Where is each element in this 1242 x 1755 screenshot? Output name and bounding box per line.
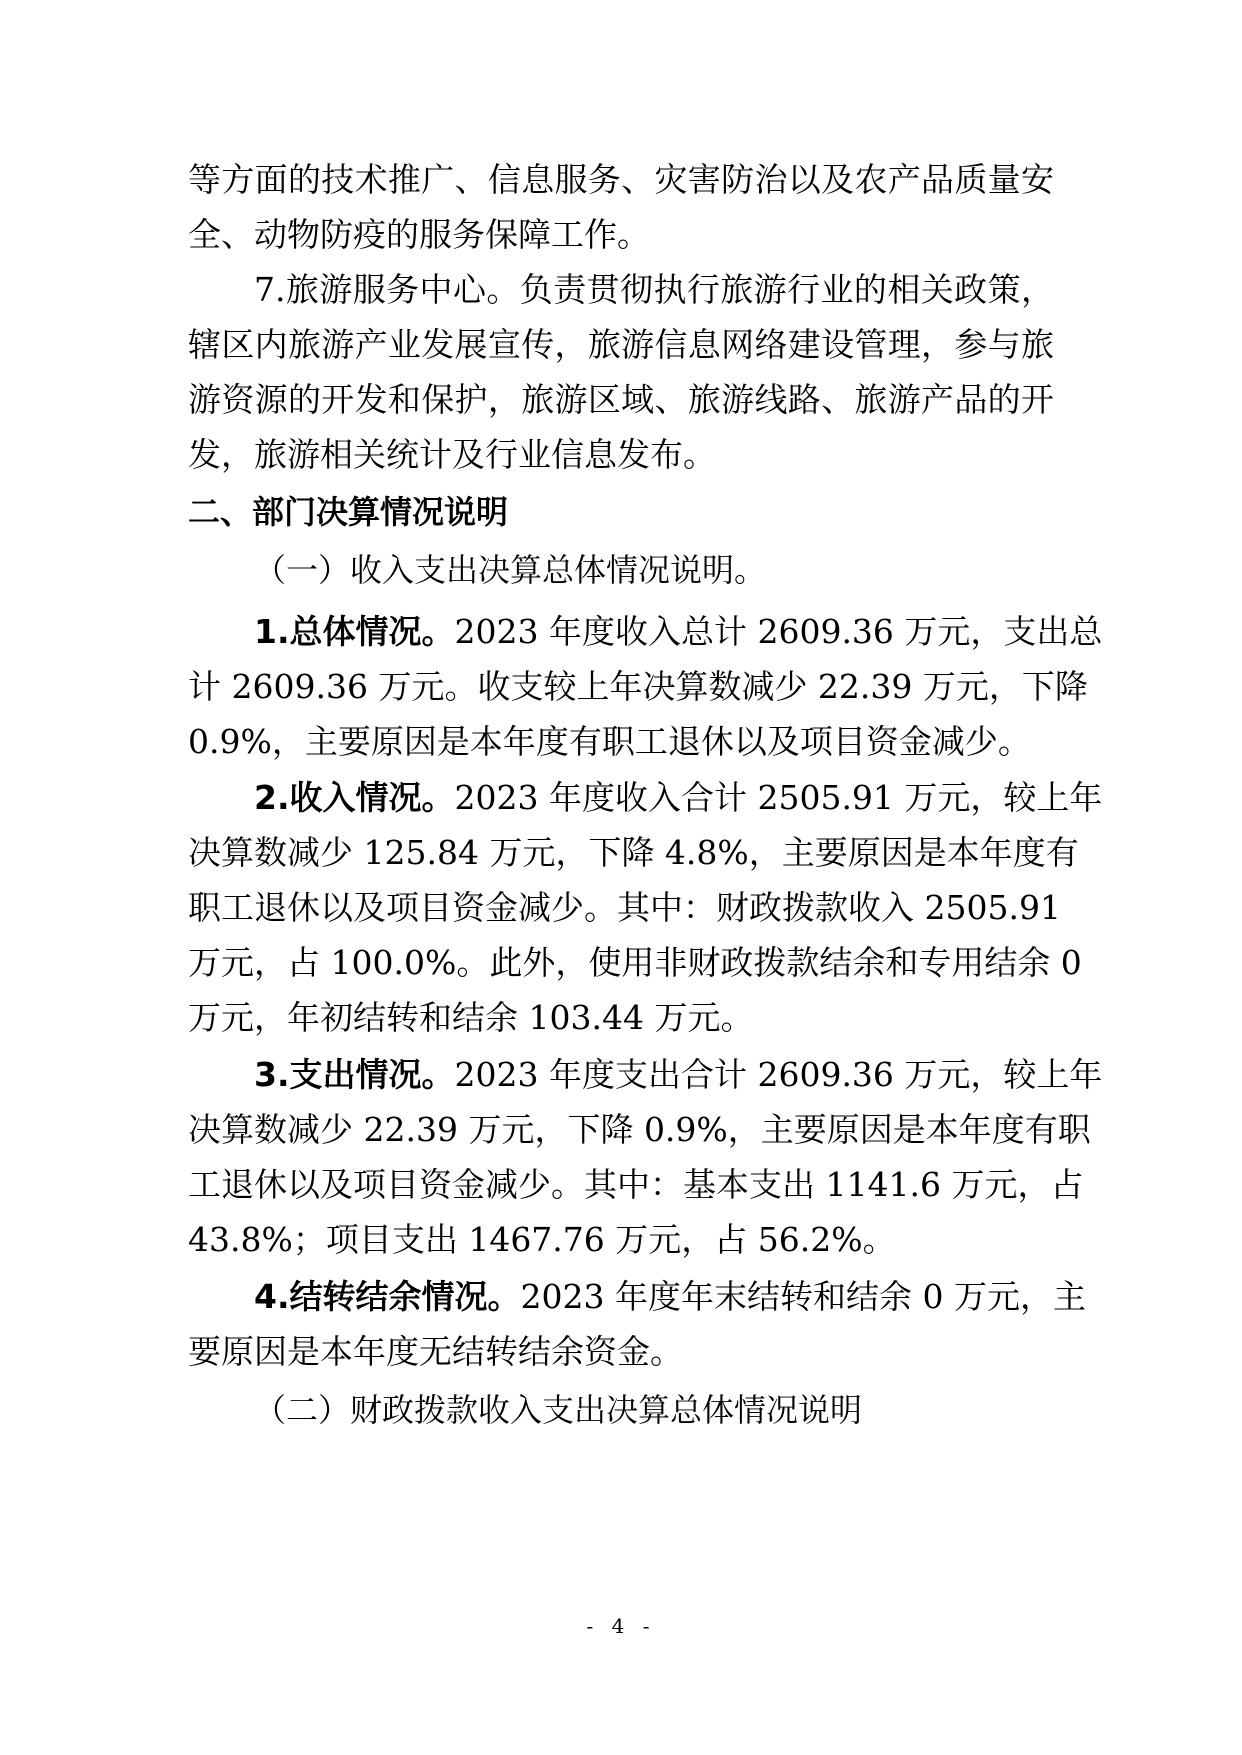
paragraph-label: 3.支出情况。 xyxy=(254,1055,455,1094)
paragraph-line: 决算数减少 125.84 万元，下降 4.8%，主要原因是本年度有 xyxy=(188,833,1079,872)
paragraph-line: 职工退休以及项目资金减少。其中：财政拨款收入 2505.91 xyxy=(188,888,1061,927)
section-heading: 二、部门决算情况说明 xyxy=(188,493,509,531)
subsection-heading: （二）财政拨款收入支出决算总体情况说明 xyxy=(254,1391,863,1429)
paragraph-line: 要原因是本年度无结转结余资金。 xyxy=(188,1332,683,1371)
paragraph-line: 决算数减少 22.39 万元，下降 0.9%，主要原因是本年度有职 xyxy=(188,1110,1091,1149)
paragraph-line: 万元，年初结转和结余 103.44 万元。 xyxy=(188,998,754,1037)
text-line: 辖区内旅游产业发展宣传，旅游信息网络建设管理，参与旅 xyxy=(188,325,1054,364)
text-line: 发，旅游相关统计及行业信息发布。 xyxy=(188,435,716,474)
text-line: 全、动物防疫的服务保障工作。 xyxy=(188,215,650,254)
paragraph-label: 4.结转结余情况。 xyxy=(254,1277,521,1316)
paragraph-text: 2023 年度收入总计 2609.36 万元，支出总 xyxy=(454,612,1103,651)
paragraph-line xyxy=(254,1053,1102,1097)
paragraph-text: 2023 年度收入合计 2505.91 万元，较上年 xyxy=(454,778,1103,817)
paragraph-text: 2023 年度年末结转和结余 0 万元，主 xyxy=(520,1277,1086,1316)
subsection-heading: （一）收入支出决算总体情况说明。 xyxy=(254,551,767,589)
page-number: - 4 - xyxy=(586,1614,656,1638)
text-line: 等方面的技术推广、信息服务、灾害防治以及农产品质量安 xyxy=(188,160,1054,199)
paragraph-line xyxy=(254,776,1102,820)
text-line: 游资源的开发和保护，旅游区域、旅游线路、旅游产品的开 xyxy=(188,380,1054,419)
text-line: 7.旅游服务中心。负责贯彻执行旅游行业的相关政策， xyxy=(254,270,1054,309)
paragraph-line xyxy=(254,1275,1086,1319)
paragraph-line: 计 2609.36 万元。收支较上年决算数减少 22.39 万元，下降 xyxy=(188,667,1088,706)
paragraph-line: 万元，占 100.0%。此外，使用非财政拨款结余和专用结余 0 xyxy=(188,943,1082,982)
paragraph-label: 1.总体情况。 xyxy=(254,612,455,651)
paragraph-line: 43.8%；项目支出 1467.76 万元，占 56.2%。 xyxy=(188,1220,896,1259)
paragraph-label: 2.收入情况。 xyxy=(254,778,455,817)
paragraph-line: 0.9%，主要原因是本年度有职工退休以及项目资金减少。 xyxy=(188,722,1031,761)
paragraph-line xyxy=(254,610,1102,654)
paragraph-text: 2023 年度支出合计 2609.36 万元，较上年 xyxy=(454,1055,1103,1094)
paragraph-line: 工退休以及项目资金减少。其中：基本支出 1141.6 万元，占 xyxy=(188,1165,1084,1204)
